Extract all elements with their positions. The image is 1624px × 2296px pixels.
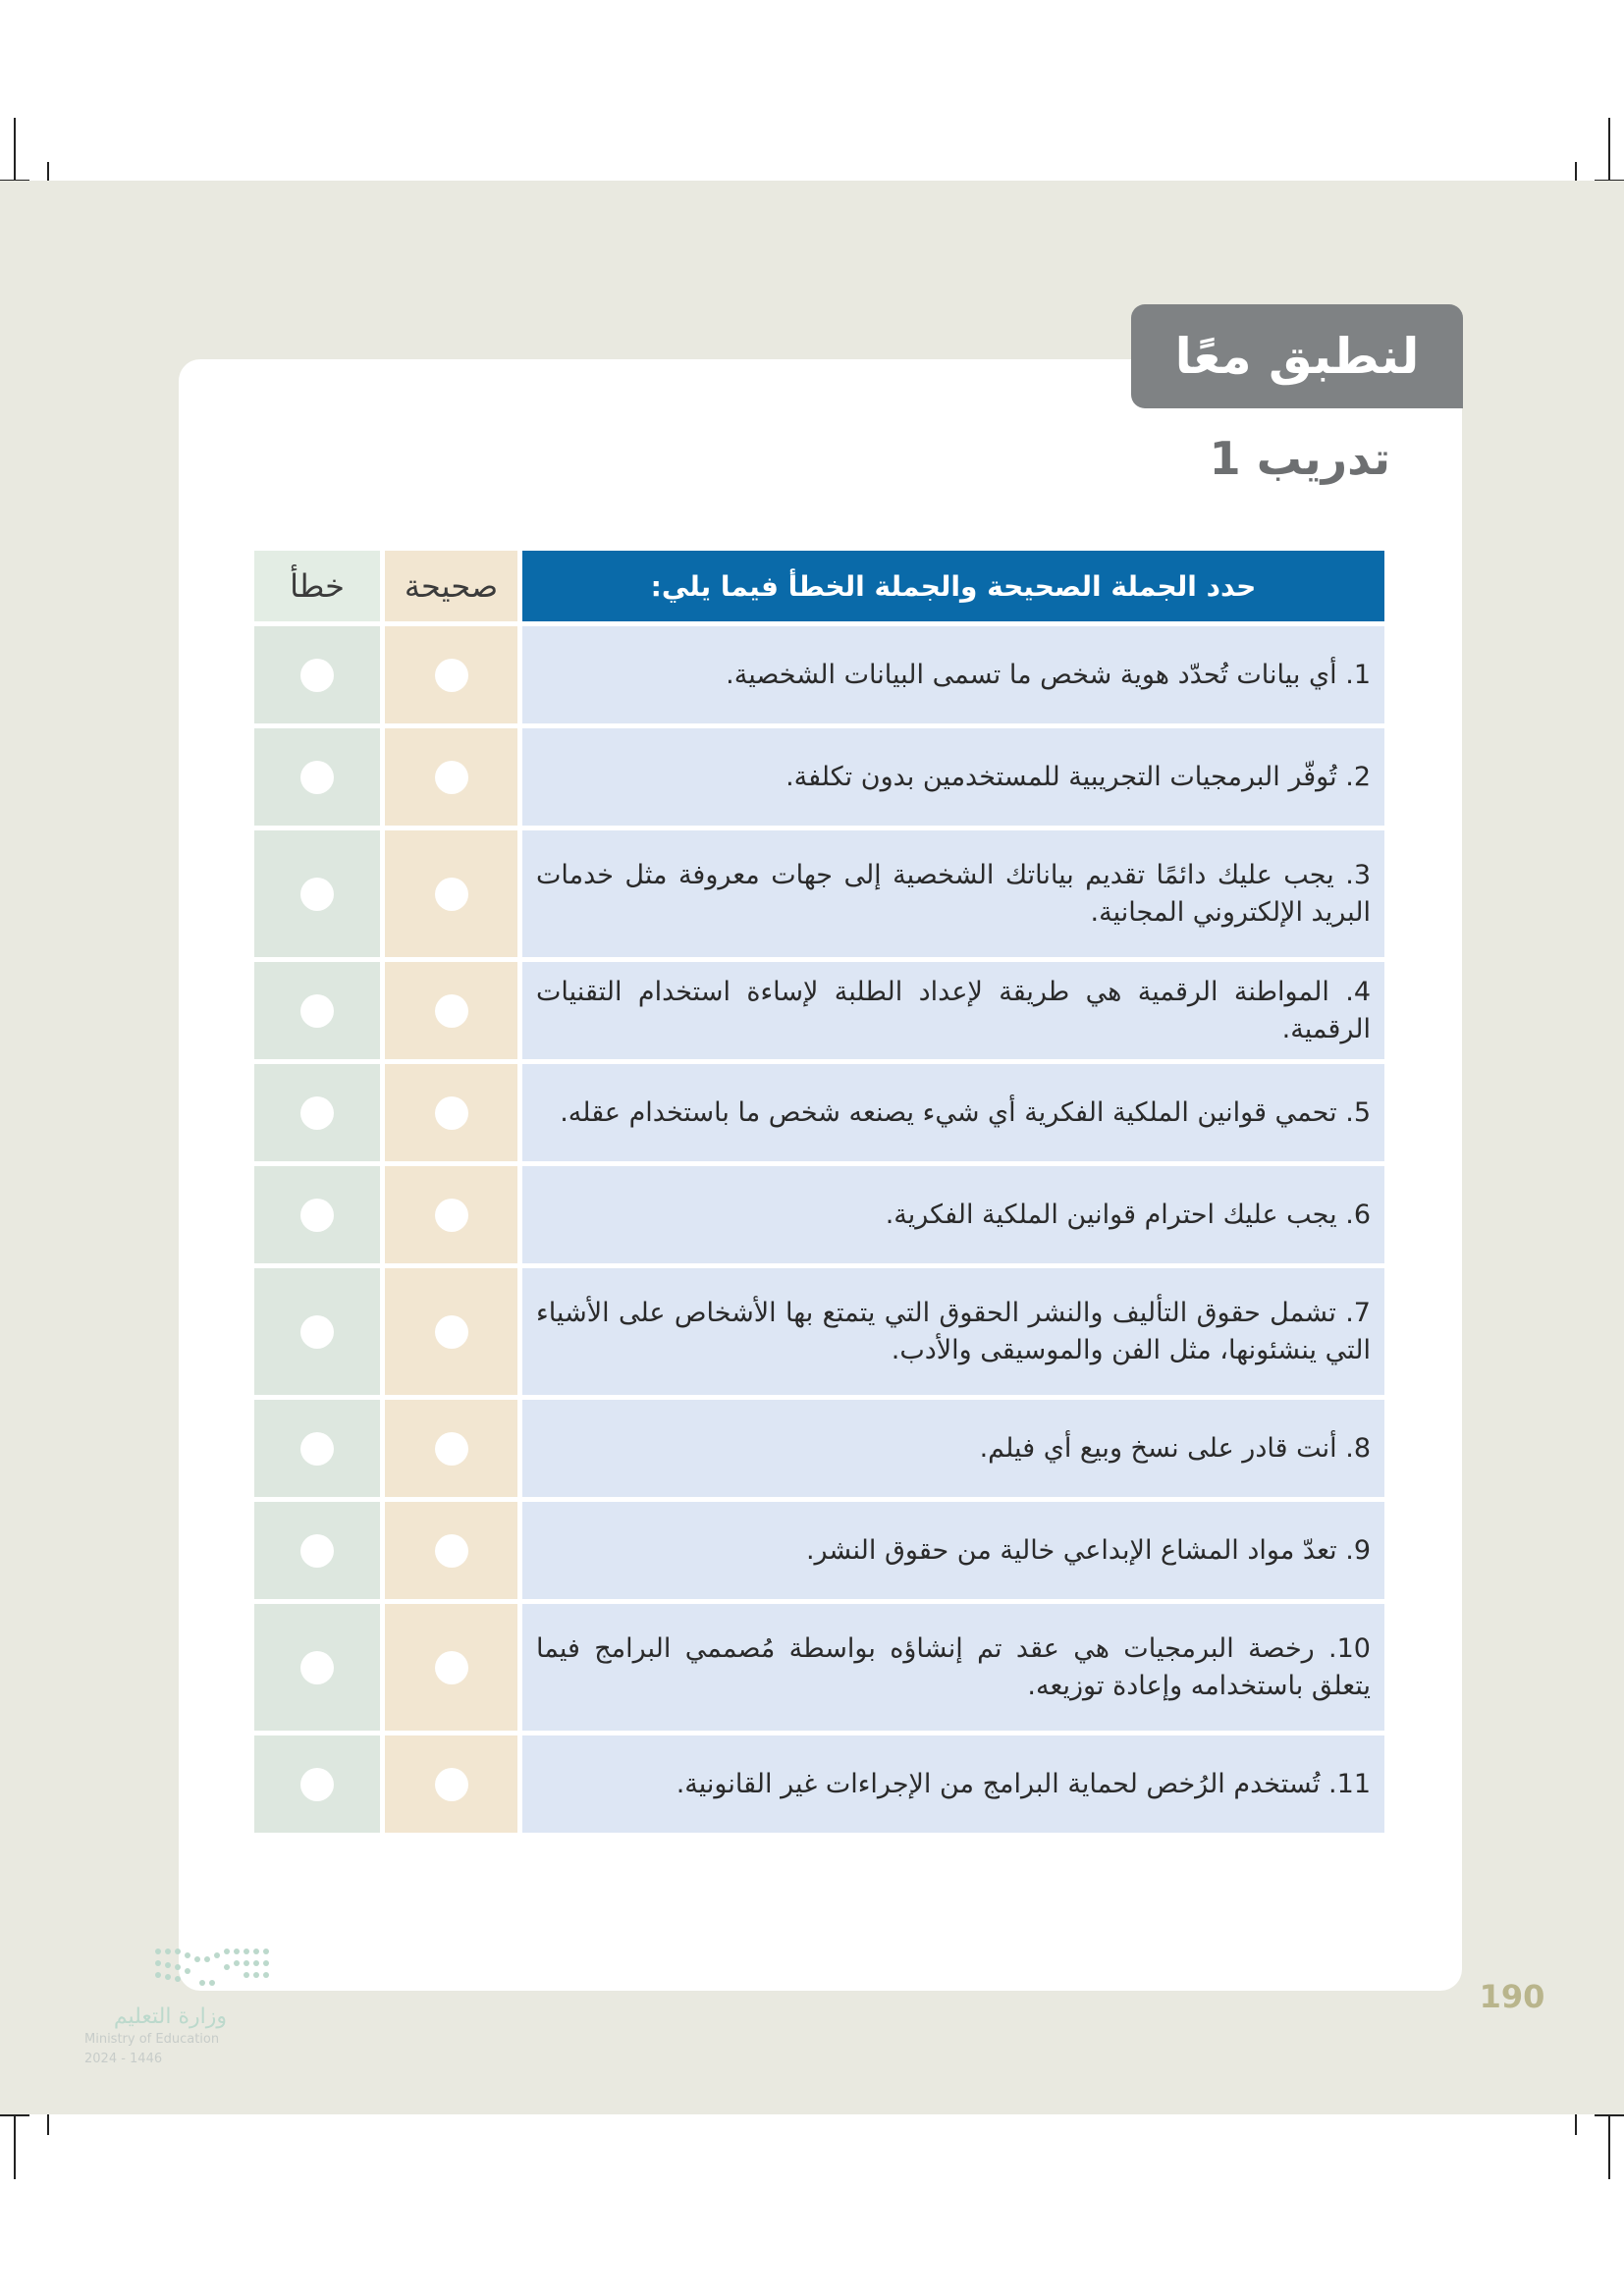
question-text: المواطنة الرقمية هي طريقة لإعداد الطلبة لإساءة استخدام التقنيات الرقمية. (536, 976, 1371, 1044)
true-option-cell (385, 626, 517, 723)
false-radio[interactable] (300, 659, 334, 692)
table-row (254, 728, 1384, 826)
question-number: 3. (1345, 859, 1371, 890)
ministry-logo-dots-icon (84, 1944, 300, 2002)
false-option-cell (254, 1400, 380, 1497)
false-option-cell (254, 962, 380, 1059)
true-option-cell (385, 728, 517, 826)
instruction-header: حدد الجملة الصحيحة والجملة الخطأ فيما يلي: (522, 551, 1384, 621)
false-radio[interactable] (300, 1096, 334, 1130)
table-row (254, 1735, 1384, 1833)
table-row (254, 1400, 1384, 1497)
section-tab-title: لنطبق معًا (1131, 304, 1463, 408)
false-option-cell (254, 1166, 380, 1263)
true-option-cell (385, 1064, 517, 1161)
true-radio[interactable] (435, 994, 468, 1028)
true-option-cell (385, 1166, 517, 1263)
question-number: 5. (1345, 1096, 1371, 1128)
crop-mark (14, 2110, 16, 2179)
table-row (254, 1604, 1384, 1731)
false-radio[interactable] (300, 994, 334, 1028)
false-radio[interactable] (300, 1432, 334, 1466)
true-option-cell (385, 1268, 517, 1395)
true-radio[interactable] (435, 1432, 468, 1466)
crop-mark (14, 118, 16, 187)
ministry-logo (84, 1944, 300, 2071)
question-number: 6. (1345, 1199, 1371, 1230)
true-radio[interactable] (435, 1651, 468, 1684)
question-text: تعدّ مواد المشاع الإبداعي خالية من حقوق النشر. (805, 1534, 1337, 1566)
question-number: 10. (1328, 1632, 1371, 1664)
true-radio[interactable] (435, 1768, 468, 1801)
true-radio[interactable] (435, 761, 468, 794)
ministry-name-ar: وزارة التعليم (113, 2004, 227, 2029)
false-option-cell (254, 728, 380, 826)
crop-mark (1608, 118, 1610, 187)
false-option-cell (254, 1735, 380, 1833)
page-number: 190 (1479, 1978, 1545, 2015)
exercise-table (249, 546, 1389, 1838)
false-option-cell (254, 830, 380, 957)
false-radio[interactable] (300, 878, 334, 911)
table-row (254, 830, 1384, 957)
table-row (254, 1502, 1384, 1599)
true-radio[interactable] (435, 878, 468, 911)
false-option-cell (254, 1604, 380, 1731)
false-radio[interactable] (300, 1199, 334, 1232)
true-radio[interactable] (435, 1315, 468, 1349)
question-text: تشمل حقوق التأليف والنشر الحقوق التي يتمتع بها الأشخاص على الأشياء التي ينشئونها، مثل الفن والموسيقى والأدب. (536, 1297, 1371, 1365)
question-cell (522, 1604, 1384, 1731)
question-cell (522, 728, 1384, 826)
question-number: 1. (1345, 659, 1371, 690)
true-option-cell (385, 1502, 517, 1599)
table-row (254, 626, 1384, 723)
question-cell (522, 1400, 1384, 1497)
true-radio[interactable] (435, 1199, 468, 1232)
false-option-cell (254, 1502, 380, 1599)
true-column-header: صحيحة (385, 551, 517, 621)
question-cell (522, 1502, 1384, 1599)
exercise-title: تدريب 1 (1209, 432, 1390, 485)
false-column-header: خطأ (254, 551, 380, 621)
table-row (254, 1166, 1384, 1263)
question-text: أنت قادر على نسخ وبيع أي فيلم. (979, 1432, 1337, 1464)
false-radio[interactable] (300, 1315, 334, 1349)
question-text: يجب عليك دائمًا تقديم بياناتك الشخصية إلى جهات معروفة مثل خدمات البريد الإلكتروني المجانية. (536, 859, 1371, 928)
question-text: تُوفّر البرمجيات التجريبية للمستخدمين بدون تكلفة. (785, 761, 1337, 792)
ministry-name-en: Ministry of Education (84, 2032, 220, 2047)
table-row (254, 1268, 1384, 1395)
question-text: تحمي قوانين الملكية الفكرية أي شيء يصنعه شخص ما باستخدام عقله. (560, 1096, 1337, 1128)
question-cell (522, 1166, 1384, 1263)
question-text: أي بيانات تُحدّد هوية شخص ما تسمى البيانات الشخصية. (726, 659, 1337, 690)
true-option-cell (385, 962, 517, 1059)
question-cell (522, 626, 1384, 723)
true-radio[interactable] (435, 1534, 468, 1568)
question-cell (522, 1064, 1384, 1161)
question-number: 9. (1345, 1534, 1371, 1566)
false-option-cell (254, 626, 380, 723)
question-cell (522, 962, 1384, 1059)
true-radio[interactable] (435, 1096, 468, 1130)
false-option-cell (254, 1064, 380, 1161)
question-number: 11. (1328, 1768, 1371, 1799)
table-row (254, 962, 1384, 1059)
question-text: رخصة البرمجيات هي عقد تم إنشاؤه بواسطة مُصممي البرامج فيما يتعلق باستخدامه وإعادة توزيعه. (536, 1632, 1371, 1701)
question-number: 2. (1345, 761, 1371, 792)
question-text: تُستخدم الرُخص لحماية البرامج من الإجراءات غير القانونية. (676, 1768, 1321, 1799)
false-radio[interactable] (300, 1534, 334, 1568)
question-number: 8. (1345, 1432, 1371, 1464)
question-number: 4. (1345, 976, 1371, 1007)
true-option-cell (385, 1735, 517, 1833)
true-option-cell (385, 1604, 517, 1731)
false-radio[interactable] (300, 761, 334, 794)
false-radio[interactable] (300, 1768, 334, 1801)
true-option-cell (385, 1400, 517, 1497)
true-radio[interactable] (435, 659, 468, 692)
crop-mark (1608, 2110, 1610, 2179)
question-text: يجب عليك احترام قوانين الملكية الفكرية. (885, 1199, 1337, 1230)
ministry-year: 2024 - 1446 (84, 2052, 163, 2066)
question-cell (522, 830, 1384, 957)
true-option-cell (385, 830, 517, 957)
question-cell (522, 1268, 1384, 1395)
question-cell (522, 1735, 1384, 1833)
false-radio[interactable] (300, 1651, 334, 1684)
false-option-cell (254, 1268, 380, 1395)
question-number: 7. (1345, 1297, 1371, 1328)
table-row (254, 1064, 1384, 1161)
